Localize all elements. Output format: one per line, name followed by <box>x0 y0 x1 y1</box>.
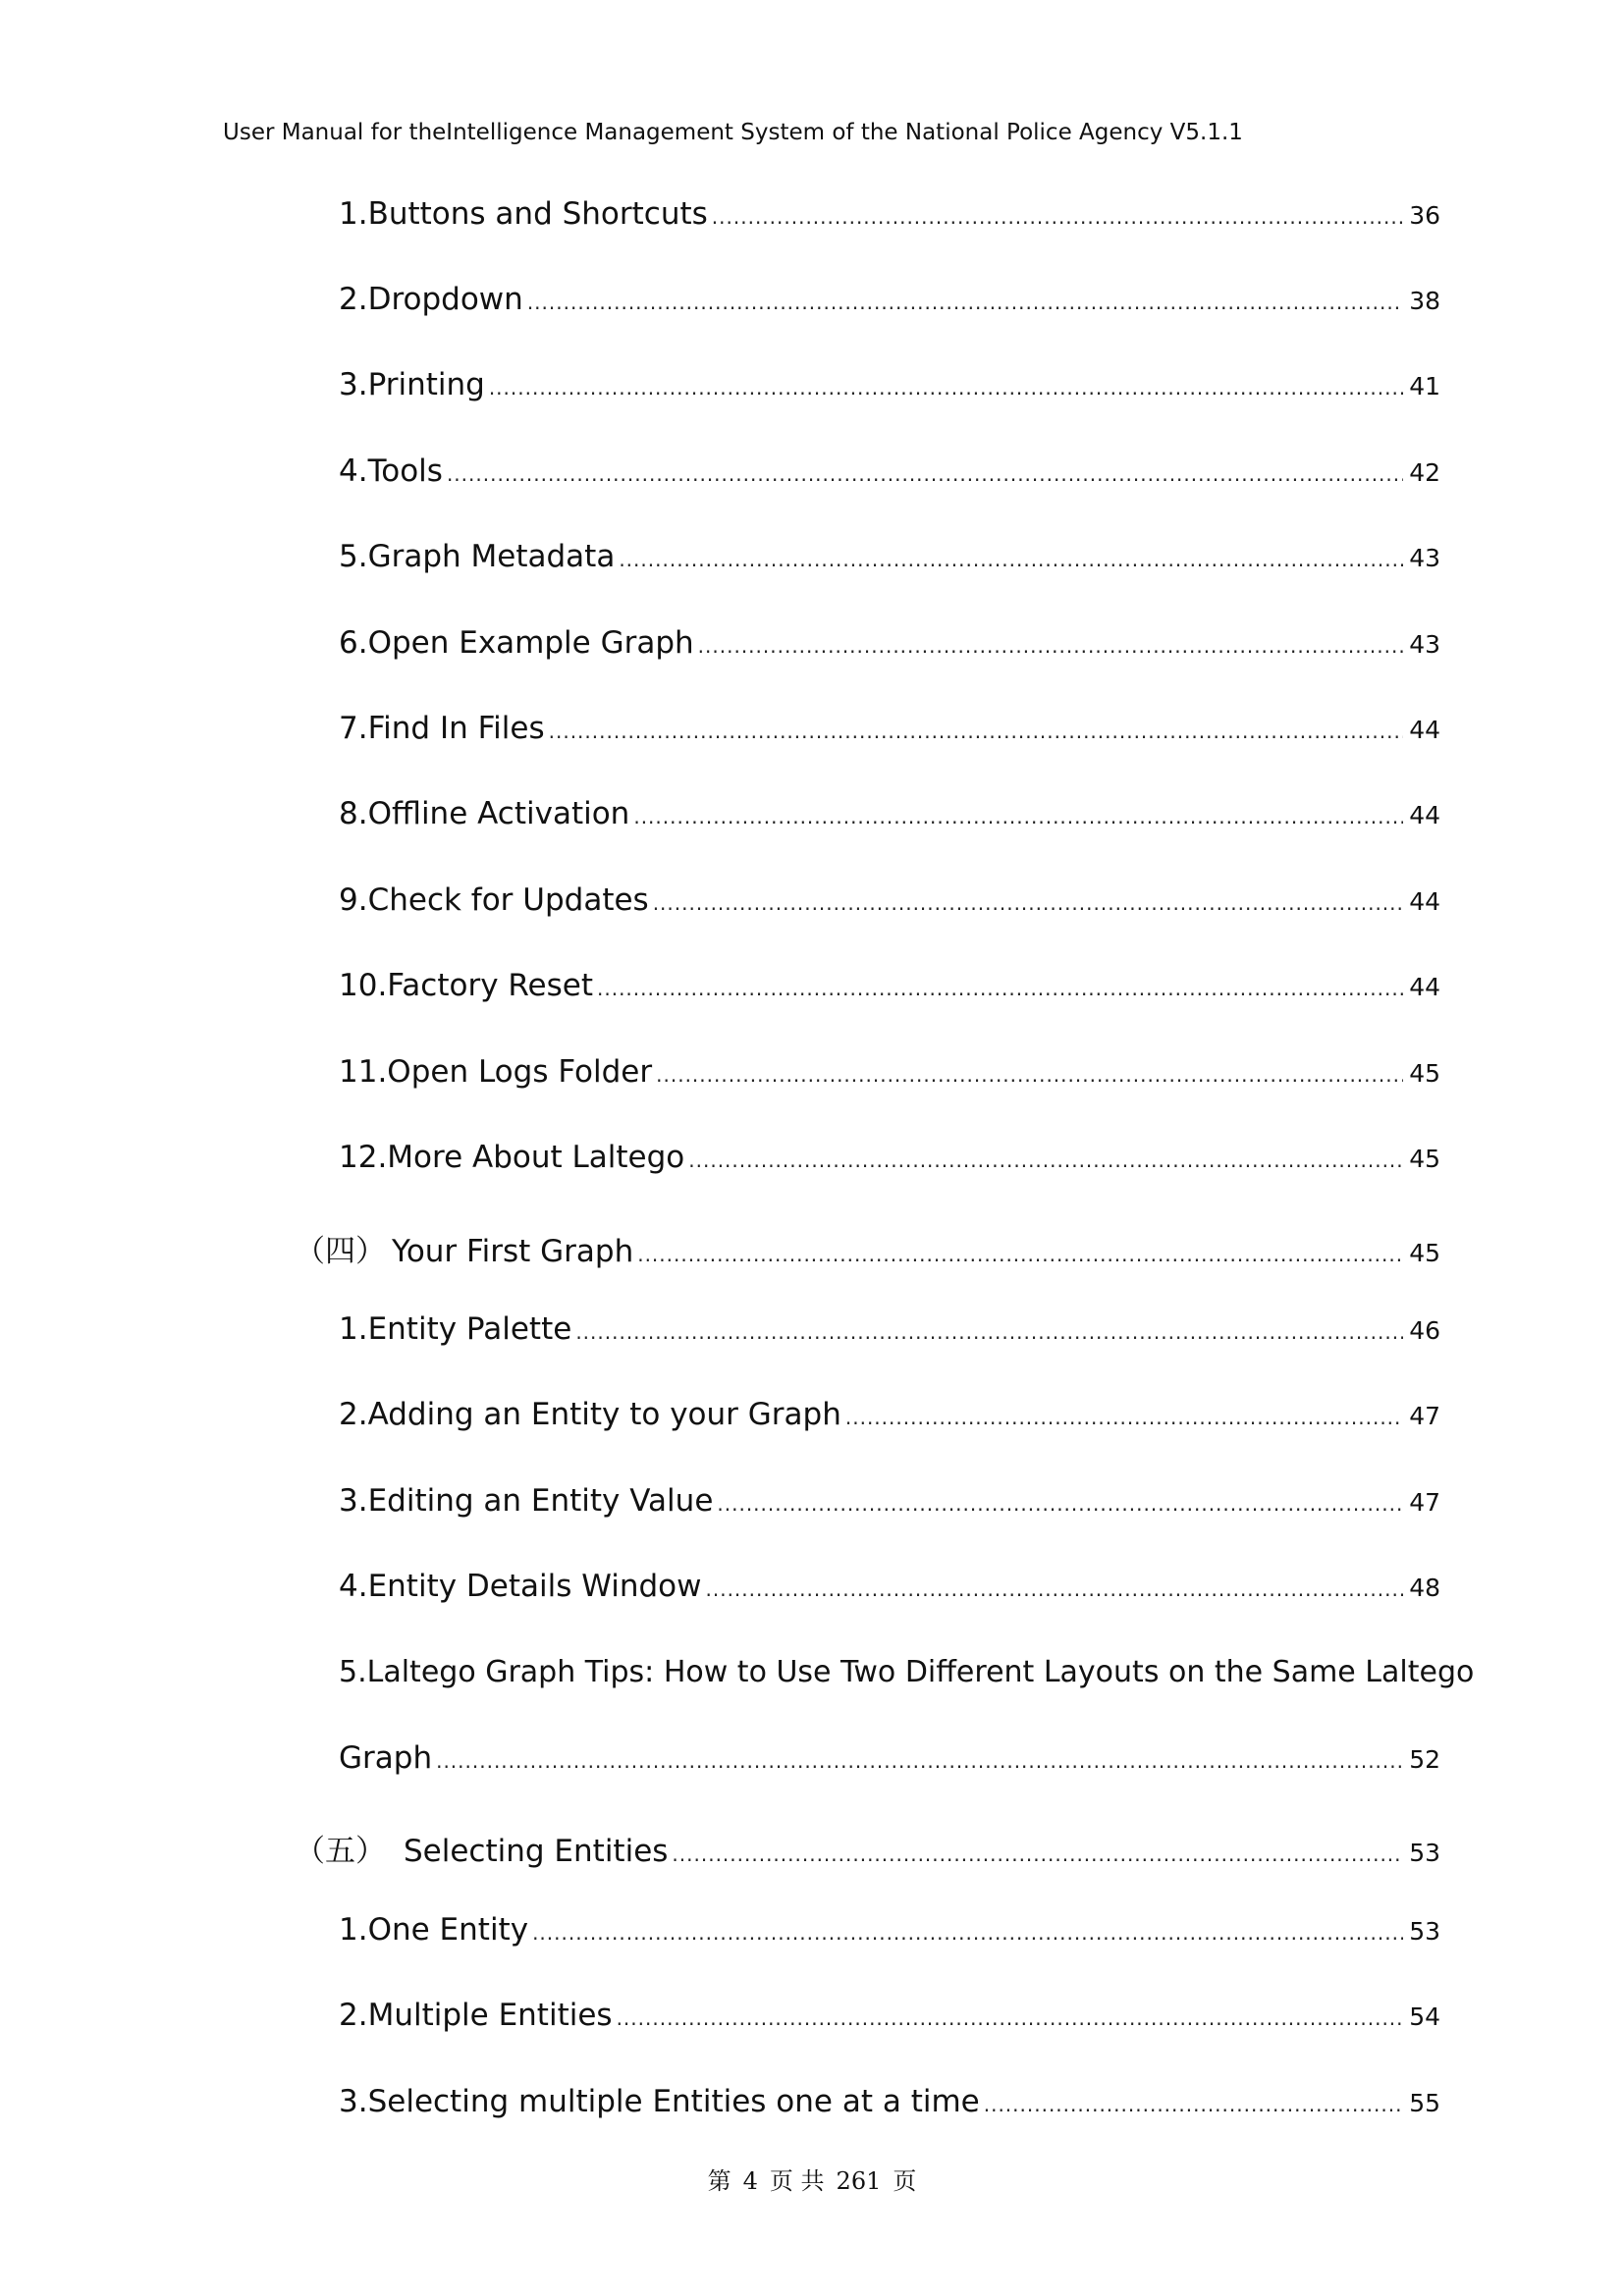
toc-leader-dots <box>527 291 1403 314</box>
toc-leader-dots <box>712 205 1403 229</box>
toc-page-number: 36 <box>1409 201 1440 230</box>
toc-entry[interactable] <box>339 196 1440 240</box>
toc-entry[interactable] <box>339 1397 1440 1440</box>
toc-page-number: 41 <box>1409 372 1440 400</box>
toc-entry[interactable] <box>339 282 1440 325</box>
toc-page-number: 44 <box>1409 887 1440 916</box>
toc-leader-dots <box>532 1921 1403 1945</box>
toc-leader-dots <box>706 1577 1404 1601</box>
toc-entry[interactable] <box>339 1311 1440 1355</box>
toc-entry[interactable] <box>339 539 1440 582</box>
toc-leader-dots <box>447 462 1403 486</box>
toc-page-number: 38 <box>1409 287 1440 315</box>
toc-entry-label: 10.Factory Reset <box>339 968 593 1003</box>
toc-page-number: 48 <box>1409 1574 1440 1602</box>
toc-leader-dots <box>688 1148 1403 1172</box>
footer-suffix: 页 <box>893 2167 917 2195</box>
toc-entry[interactable] <box>339 882 1440 926</box>
toc-entry-label: 4.Tools <box>339 454 443 489</box>
toc-leader-dots <box>637 1243 1403 1266</box>
toc-leader-dots <box>633 805 1403 828</box>
toc-leader-dots <box>656 1063 1403 1087</box>
toc-section-label <box>295 1226 633 1270</box>
toc-page-number: 43 <box>1409 544 1440 572</box>
toc-entry-label: 2.Adding an Entity to your Graph <box>339 1397 841 1432</box>
toc-entry[interactable] <box>339 1140 1440 1183</box>
toc-entry-label: 1.Buttons and Shortcuts <box>339 196 708 232</box>
toc-page-number: 44 <box>1409 973 1440 1001</box>
toc-entry[interactable] <box>339 1998 1440 2041</box>
toc-entry-label: 9.Check for Updates <box>339 882 649 918</box>
toc-entry-label: 3.Editing an Entity Value <box>339 1483 714 1519</box>
toc-section-marker: （五） <box>295 1834 386 1869</box>
toc-entry-label: 1.Entity Palette <box>339 1311 572 1347</box>
footer-total-pages: 261 <box>836 2167 882 2195</box>
toc-entry[interactable] <box>339 1740 1440 1784</box>
toc-entry[interactable] <box>339 1912 1440 1955</box>
toc-section-title: Your First Graph <box>392 1234 634 1269</box>
toc-entry-wrapped-line[interactable] <box>339 1655 1475 1698</box>
toc-entry[interactable] <box>339 968 1440 1011</box>
toc-page-number: 44 <box>1409 801 1440 829</box>
toc-entry-label: 4.Entity Details Window <box>339 1569 702 1604</box>
toc-page-number: 42 <box>1409 458 1440 487</box>
toc-entry-label: 6.Open Example Graph <box>339 625 694 661</box>
toc-leader-dots <box>597 977 1403 1000</box>
toc-entry-label: 5.Graph Metadata <box>339 539 616 574</box>
toc-entry[interactable] <box>339 1483 1440 1526</box>
toc-leader-dots <box>717 1492 1403 1516</box>
toc-page-number: 46 <box>1409 1316 1440 1345</box>
toc-entry-label: 2.Multiple Entities <box>339 1998 613 2033</box>
toc-section-label <box>295 1826 668 1870</box>
page-footer <box>0 2162 1624 2196</box>
toc-section-entry[interactable] <box>295 1226 1440 1269</box>
toc-page-number: 55 <box>1409 2089 1440 2117</box>
toc-leader-dots <box>845 1406 1403 1429</box>
toc-leader-dots <box>575 1320 1403 1344</box>
toc-leader-dots <box>489 376 1403 400</box>
toc-entry[interactable] <box>339 367 1440 410</box>
toc-section-entry[interactable] <box>295 1826 1440 1869</box>
toc-leader-dots <box>984 2093 1403 2116</box>
toc-leader-dots <box>436 1749 1403 1773</box>
toc-leader-dots <box>549 720 1403 743</box>
toc-entry[interactable] <box>339 796 1440 839</box>
toc-page-number: 53 <box>1409 1917 1440 1946</box>
toc-entry[interactable] <box>339 1569 1440 1612</box>
toc-page-number: 52 <box>1409 1745 1440 1774</box>
toc-entry[interactable] <box>339 454 1440 497</box>
toc-section-title: Selecting Entities <box>404 1834 669 1869</box>
toc-page-number: 45 <box>1409 1059 1440 1088</box>
toc-leader-dots <box>619 548 1403 571</box>
toc-leader-dots <box>672 1842 1403 1866</box>
toc-entry-label: 7.Find In Files <box>339 711 545 746</box>
toc-leader-dots <box>653 891 1403 915</box>
toc-entry-label: Graph <box>339 1740 433 1776</box>
toc-page-number: 53 <box>1409 1839 1440 1867</box>
footer-page-number: 4 <box>742 2167 758 2195</box>
toc-page-number: 54 <box>1409 2002 1440 2031</box>
toc-entry[interactable] <box>339 1054 1440 1097</box>
toc-entry-label: 2.Dropdown <box>339 282 523 317</box>
toc-entry-label: 5.Laltego Graph Tips: How to Use Two Different Layouts on the Same Laltego <box>339 1655 1475 1689</box>
footer-prefix: 第 <box>707 2167 731 2195</box>
toc-entry-label: 8.Offline Activation <box>339 796 630 831</box>
toc-entry-label: 11.Open Logs Folder <box>339 1054 653 1090</box>
toc-entry-label: 3.Printing <box>339 367 485 402</box>
toc-leader-dots <box>617 2006 1403 2030</box>
toc-page-number: 47 <box>1409 1488 1440 1517</box>
toc-entry[interactable] <box>339 711 1440 754</box>
toc-page-number: 45 <box>1409 1239 1440 1267</box>
toc-entry[interactable] <box>339 2084 1440 2127</box>
toc-leader-dots <box>698 634 1403 658</box>
toc-page-number: 47 <box>1409 1402 1440 1430</box>
footer-middle: 页 共 <box>769 2167 825 2195</box>
toc-page-number: 44 <box>1409 716 1440 744</box>
toc-entry-label: 1.One Entity <box>339 1912 529 1948</box>
toc-section-marker: （四） <box>295 1234 386 1269</box>
toc-entry-label: 3.Selecting multiple Entities one at a time <box>339 2084 980 2119</box>
toc-page-number: 45 <box>1409 1145 1440 1173</box>
toc-entry[interactable] <box>339 625 1440 668</box>
toc-page-number: 43 <box>1409 630 1440 659</box>
toc-entry-label: 12.More About Laltego <box>339 1140 685 1175</box>
running-header: User Manual for theIntelligence Management System of the National Police Agency V5.1.1 <box>223 120 1243 145</box>
